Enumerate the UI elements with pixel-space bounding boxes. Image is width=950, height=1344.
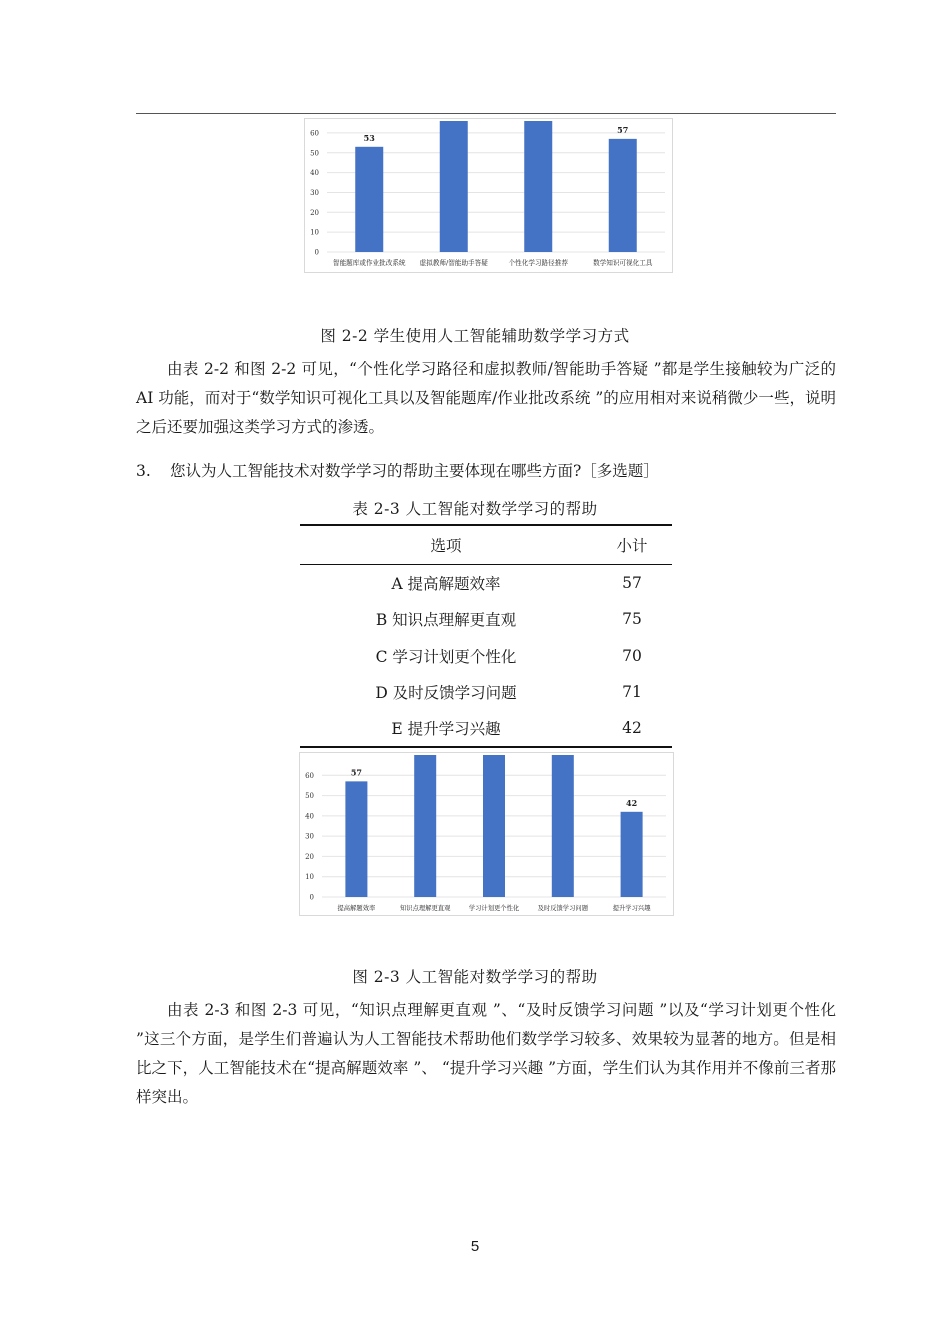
row-count: 71	[622, 683, 642, 702]
bar	[483, 755, 505, 897]
table-row	[300, 601, 672, 637]
y-tick-label: 10	[310, 228, 319, 237]
x-tick-label: 提高解题效率	[337, 905, 376, 912]
y-tick-label: 50	[305, 792, 314, 801]
paragraph-analysis-2-2	[136, 355, 836, 442]
y-tick-label: 20	[310, 208, 319, 217]
stats-table	[300, 524, 672, 748]
bar	[524, 121, 552, 252]
table-row	[300, 565, 672, 602]
data-label: 57	[617, 124, 629, 135]
x-tick-label: 虚拟教师/智能助手答疑	[419, 259, 488, 267]
row-option: A 提高解题效率	[391, 575, 501, 594]
row-option: E 提升学习兴趣	[300, 710, 592, 747]
row-count: 75	[622, 610, 642, 629]
y-tick-label: 10	[305, 873, 314, 882]
x-tick-label: 学习计划更个性化	[468, 905, 520, 912]
header-count: 小计	[592, 525, 672, 565]
paragraph-analysis-2-3	[136, 996, 836, 1112]
bar	[440, 121, 468, 252]
table-row	[300, 710, 672, 747]
bar	[609, 139, 637, 252]
chart-ai-help-svg	[300, 753, 673, 915]
y-tick-label: 40	[310, 169, 319, 178]
chart-ai-help	[299, 752, 674, 916]
question-3	[136, 459, 659, 481]
y-tick-label: 60	[305, 771, 314, 780]
y-tick-label: 30	[305, 832, 314, 841]
question-number: 3.	[136, 462, 151, 480]
x-tick-label: 个性化学习路径推荐	[508, 259, 568, 267]
x-tick-label: 数学知识可视化工具	[593, 259, 653, 267]
x-tick-label: 知识点理解更直观	[400, 905, 451, 912]
x-tick-label: 智能题库或作业批改系统	[332, 259, 406, 267]
row-count: 57	[622, 574, 642, 593]
y-tick-label: 20	[305, 852, 314, 861]
y-tick-label: 30	[310, 188, 319, 197]
row-option: C 学习计划更个性化	[375, 647, 517, 666]
table-row	[300, 674, 672, 710]
data-label: 57	[350, 767, 362, 778]
bar	[552, 755, 574, 897]
chart-ai-usage	[304, 118, 673, 273]
paragraph-text: 由表 2-2 和图 2-2 可见，“个性化学习路径和虚拟教师/智能助手答疑 ”都是学生接触较为广泛的 AI 功能，而对于“数学知识可视化工具以及智能题库/作业批改系统 ”的应用相对来说稍微少一些，说明之后还要加强这类学习方式的渗透。	[136, 360, 836, 436]
question-text: 您认为人工智能技术对数学学习的帮助主要体现在哪些方面?［多选题］	[170, 462, 659, 480]
paragraph-text: 由表 2-3 和图 2-3 可见，“知识点理解更直观 ”、“及时反馈学习问题 ”以及“学习计划更个性化 ”这三个方面，是学生们普遍认为人工智能技术帮助他们数学学习较多、效果较为显著的地方。但是相比之下，人工智能技术在“提高解题效率 ”、 “提升学习兴趣 ”方面，学生们认为其作用并不像前三者那样突出。	[136, 1001, 836, 1106]
y-tick-label: 0	[314, 248, 319, 257]
figure-caption-2-3: 图 2-3 人工智能对数学学习的帮助	[352, 968, 598, 986]
page-number: 5	[470, 1238, 480, 1255]
header-option: 选项	[300, 525, 592, 565]
y-tick-label: 0	[309, 893, 314, 902]
bar	[345, 781, 367, 897]
figure-caption-2-2: 图 2-2 学生使用人工智能辅助数学学习方式	[320, 327, 630, 345]
bar	[355, 147, 383, 252]
row-option: B 知识点理解更直观	[375, 611, 517, 630]
row-option: D 及时反馈学习问题	[375, 684, 517, 703]
y-tick-label: 50	[310, 149, 319, 158]
x-tick-label: 提升学习兴趣	[612, 905, 651, 912]
table-header-row	[300, 525, 672, 565]
table-row	[300, 638, 672, 674]
table-title: 表 2-3 人工智能对数学学习的帮助	[352, 500, 598, 518]
y-tick-label: 40	[305, 812, 314, 821]
header-rule	[136, 113, 836, 114]
data-label: 42	[626, 797, 638, 808]
y-tick-label: 60	[310, 129, 319, 138]
bar	[414, 755, 436, 897]
bar	[621, 812, 643, 897]
x-tick-label: 及时反馈学习问题	[537, 905, 588, 912]
row-count: 70	[622, 646, 642, 665]
chart-ai-usage-svg	[305, 119, 672, 272]
row-count: 42	[592, 710, 672, 747]
data-label: 53	[363, 132, 375, 143]
